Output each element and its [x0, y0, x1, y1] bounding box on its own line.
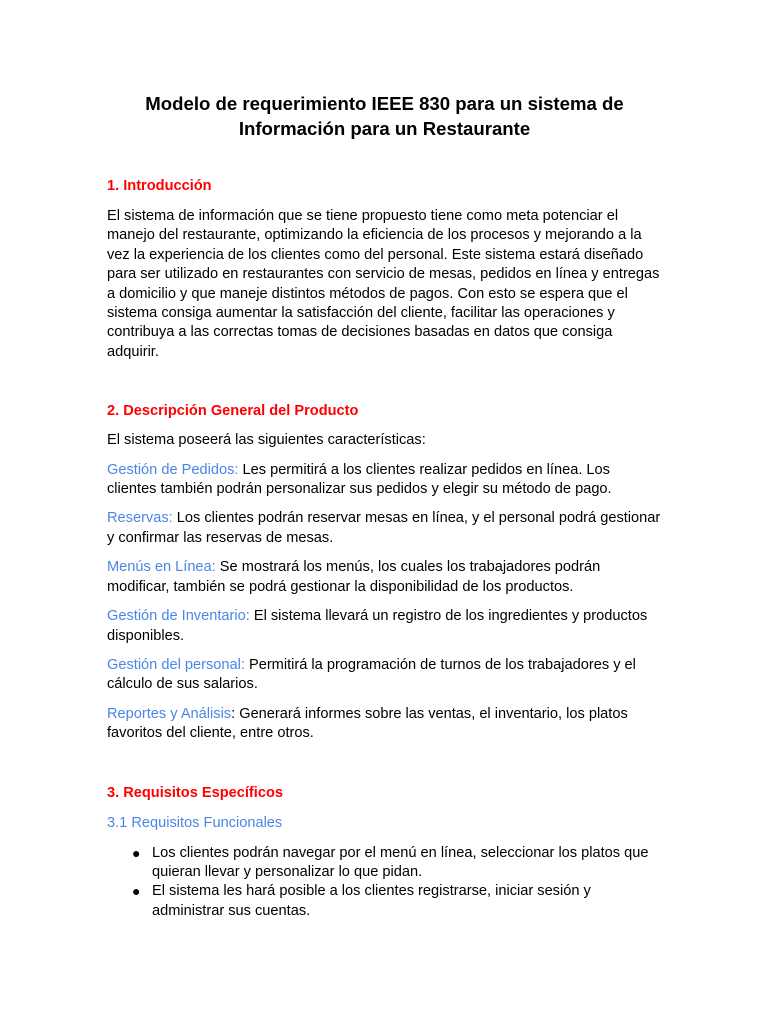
- feature-label: Gestión del personal:: [107, 656, 245, 673]
- feature-label: Reservas:: [107, 510, 173, 527]
- feature-item: [107, 509, 662, 548]
- intro-paragraph: El sistema de información que se tiene propuesto tiene como meta potenciar el manejo del restaurante, optimizando la eficiencia de los procesos y mejorando a la vez la experiencia de los clientes como del personal. Este sistema estará diseñado para ser utilizado en restaurantes con servicio de mesas, pedidos en línea y entregas a domicilio y que maneje distintos métodos de pagos. Con esto se espera que el sistema consiga aumentar la satisfacción del cliente, facilitar las operaciones y contribuya a las correctas tomas de decisiones basadas en datos que consiga adquirir.: [107, 208, 660, 360]
- feature-text: El sistema llevará un registro de los ingredientes y productos disponibles.: [107, 608, 648, 644]
- document-page: [107, 91, 662, 921]
- feature-label: Reportes y Análisis: [107, 705, 232, 722]
- section-heading-requisitos: 3. Requisitos Específicos: [107, 784, 283, 801]
- feature-item: [107, 656, 662, 695]
- feature-text: Permitirá la programación de turnos de los trabajadores y el cálculo de sus salarios.: [107, 656, 636, 693]
- feature-text: Los clientes podrán reservar mesas en línea, y el personal podrá gestionar y confirmar las reservas de mesas.: [107, 510, 661, 546]
- overview-lead: El sistema poseerá las siguientes características:: [107, 432, 426, 449]
- section-heading-descripcion: 2. Descripción General del Producto: [107, 403, 359, 420]
- section-heading-introduccion: 1. Introducción: [107, 178, 212, 194]
- feature-label: Gestión de Inventario:: [107, 608, 250, 625]
- subsection-heading-funcionales: 3.1 Requisitos Funcionales: [107, 814, 283, 831]
- bullet-icon: ●: [132, 844, 141, 861]
- feature-item: [107, 558, 662, 597]
- feature-item: [107, 705, 662, 744]
- feature-label: Menús en Línea:: [107, 559, 216, 576]
- bullet-icon: ●: [132, 883, 141, 900]
- document-title: Modelo de requerimiento IEEE 830 para un sistema de Información para un Restaurante: [145, 93, 624, 139]
- list-item-text: El sistema les hará posible a los clientes registrarse, iniciar sesión y administrar sus cuentas.: [152, 883, 591, 919]
- feature-label: Gestión de Pedidos:: [107, 461, 239, 478]
- feature-item: [107, 607, 662, 646]
- list-item: [107, 882, 662, 921]
- feature-text: : Generará informes sobre las ventas, el inventario, los platos favoritos del cliente, entre otros.: [107, 705, 628, 742]
- list-item-text: Los clientes podrán navegar por el menú en línea, seleccionar los platos que quieran llevar y personalizar lo que pidan.: [152, 844, 649, 880]
- feature-text: Les permitirá a los clientes realizar pedidos en línea. Los clientes también podrán personalizar sus pedidos y elegir su método de pago.: [107, 461, 612, 498]
- feature-text: Se mostrará los menús, los cuales los trabajadores podrán modificar, también se podrá gestionar la disponibilidad de los productos.: [107, 559, 601, 595]
- list-item: [107, 844, 662, 883]
- feature-item: [107, 461, 662, 500]
- requirements-list: [107, 844, 662, 922]
